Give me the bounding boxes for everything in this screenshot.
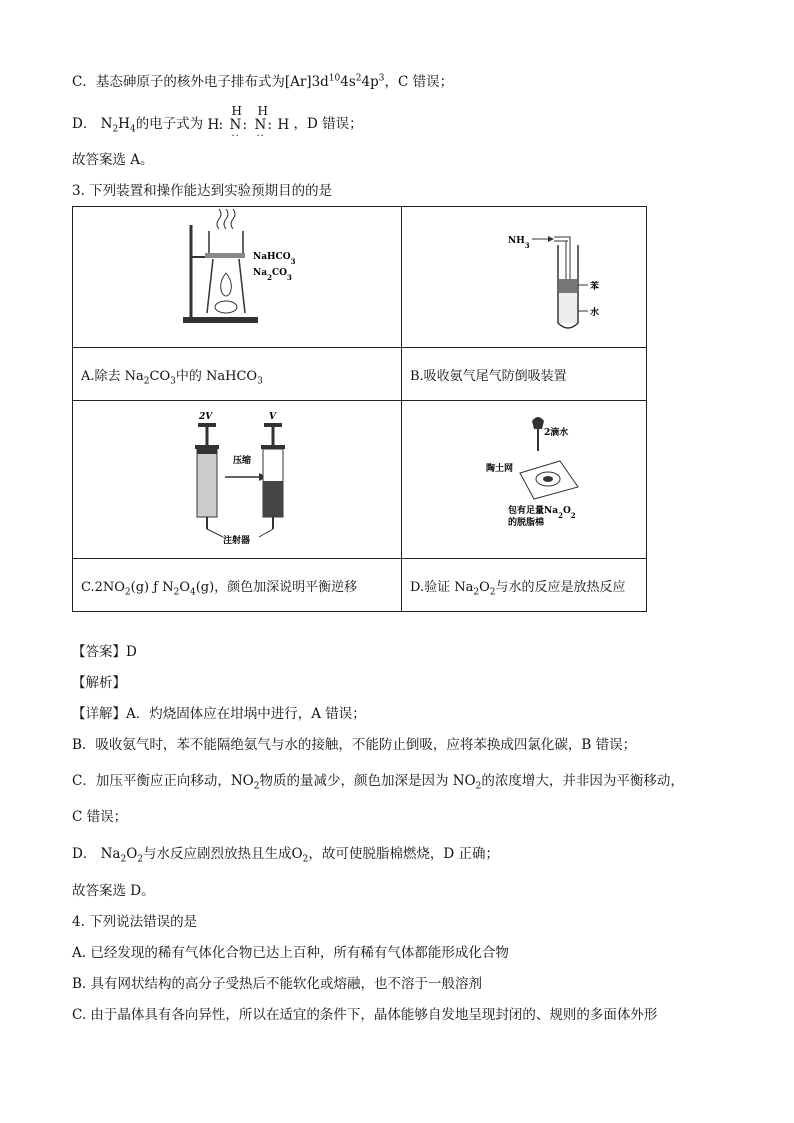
sodium-peroxide-figure (402, 401, 646, 554)
electron-dots: : (242, 116, 248, 133)
electron-formula-h-top: H (231, 103, 242, 118)
option-c-text: C．基态砷原子的核外电子排布式为[Ar]3d (72, 74, 329, 90)
electron-formula-n: N (254, 116, 267, 133)
superscript: 10 (328, 73, 341, 84)
detail-d-text: ，故可使脱脂棉燃烧，D 正确； (308, 846, 499, 862)
detail-c-text: C．加压平衡应正向移动，NO (72, 773, 254, 789)
stand-base (183, 317, 258, 323)
caption-c (73, 559, 402, 612)
experiment-table (72, 206, 647, 612)
subscript: 2 (473, 587, 480, 598)
plunger-handle (198, 423, 216, 427)
subscript: 3 (257, 376, 263, 387)
figure-b-cell (402, 207, 647, 348)
subscript: 2 (489, 587, 496, 598)
caption-a-text: A.除去 Na (81, 368, 144, 384)
subscript: 3 (170, 376, 176, 387)
electron-formula-h-top: H (257, 103, 268, 118)
caption-a-text: 中的 NaHCO (175, 368, 258, 384)
steam-line (231, 209, 235, 229)
syringe-piston (197, 449, 217, 454)
syringe-barrel-left (197, 449, 217, 517)
detail-a: 【详解】A．灼烧固体应在坩埚中进行，A 错误； (72, 706, 366, 722)
orbital-text: 4p (361, 74, 379, 90)
caption-d-text: O (479, 579, 490, 595)
subscript: 2 (143, 376, 150, 387)
caption-c-text: (g)，颜色加深说明平衡逆移 (195, 579, 358, 595)
subscript: 4 (129, 124, 136, 135)
option-d-suffix: ，D 错误； (293, 116, 363, 132)
detail-d (72, 844, 499, 864)
label-drops: 2滴水 (544, 428, 569, 438)
question-3-stem: 3. 下列装置和操作能达到实验预期目的的是 (72, 183, 333, 199)
label-cotton-2: 的脱脂棉 (508, 518, 545, 528)
caption-c-text: C.2NO (81, 579, 125, 595)
caption-c-text: (g) ƒ N (130, 579, 174, 595)
figure-d-cell (402, 401, 647, 559)
label-v: V (269, 412, 276, 422)
subscript: 4 (189, 587, 196, 598)
syringe-flange (261, 445, 285, 449)
label-cotton: 包有足量$Na_2O_2$ (508, 506, 576, 520)
label-nh3: $NH_3$ (508, 236, 530, 250)
arrow-head (548, 236, 554, 242)
ammonia-absorption-figure (402, 207, 646, 343)
compressed-gas (263, 481, 283, 517)
answer-line (72, 642, 137, 662)
option-d-line (72, 103, 363, 142)
electron-dots: ·· (231, 130, 240, 142)
question-4-stem: 4. 下列说法错误的是 (72, 914, 198, 930)
caption-b: B.吸收氨气尾气防倒吸装置 (402, 348, 647, 401)
pointer-line (259, 529, 273, 537)
option-d-middle: 的电子式为 (135, 116, 204, 132)
label-syringe: 注射器 (223, 536, 251, 546)
figure-a-cell (73, 207, 402, 348)
caption-c-text: O (179, 579, 190, 595)
caption-d-text: D.验证 Na (410, 579, 474, 595)
alcohol-lamp (215, 301, 237, 313)
question-4-option-b: B. 具有网状结构的高分子受热后不能软化或熔融，也不溶于一般溶剂 (72, 976, 483, 992)
benzene-layer (559, 279, 577, 293)
question-4-option-c: C. 由于晶体具有各向异性，所以在适宜的条件下，晶体能够自发地呈现封闭的、规则的多面体外形 (72, 1007, 658, 1023)
label-compress: 压缩 (233, 456, 252, 466)
tripod-leg (207, 259, 213, 313)
subscript: 2 (302, 854, 309, 865)
answer-value: D (126, 644, 137, 660)
answer-label: 【答案】 (72, 644, 126, 660)
detail-d-text: D． Na (72, 846, 121, 862)
option-c-suffix: ，C 错误； (384, 74, 454, 90)
detail-c-line2: C 错误； (72, 809, 128, 825)
inlet-tube (554, 237, 570, 241)
heating-apparatus-figure (73, 207, 401, 343)
water-layer (559, 293, 577, 323)
subscript: 2 (112, 124, 119, 135)
dropper-bulb (532, 417, 544, 429)
detail-c-line1 (72, 771, 684, 791)
orbital-text: 4s (340, 74, 356, 90)
detail-d-text: O (126, 846, 138, 862)
subscript: 2 (120, 854, 127, 865)
analysis-label: 【解析】 (72, 675, 126, 691)
electron-formula (207, 103, 293, 142)
plunger-handle (264, 423, 282, 427)
tripod-leg (239, 259, 245, 313)
formula-h: H (118, 116, 130, 132)
option-d-prefix: D． (72, 116, 97, 132)
conclusion-1: 故答案选 A。 (72, 152, 154, 168)
option-c-line (72, 72, 453, 92)
pointer-line (207, 529, 223, 537)
subscript: 2 (253, 781, 260, 792)
label-nahco3: NaHCO$_3$ (253, 252, 296, 266)
syringe-figure (73, 401, 401, 554)
steam-line (224, 209, 228, 229)
conclusion-2: 故答案选 D。 (72, 883, 155, 899)
detail-c-text: 的浓度增大，并非因为平衡移动， (481, 773, 684, 789)
caption-a (73, 348, 402, 401)
superscript: 2 (355, 73, 362, 84)
electron-formula-h: H (207, 116, 220, 133)
beaker (209, 231, 243, 255)
detail-c-text: 物质的量减少，颜色加深是因为 NO (259, 773, 476, 789)
electron-dots: : (267, 116, 273, 133)
label-mesh: 陶土网 (486, 464, 514, 474)
figure-c-cell (73, 401, 402, 559)
label-benzene: 苯 (590, 282, 600, 292)
cotton-center (543, 476, 553, 482)
subscript: 2 (137, 854, 144, 865)
label-2v: 2V (199, 412, 213, 422)
detail-b: B．吸收氨气时，苯不能隔绝氨气与水的接触，不能防止倒吸，应将苯换成四氯化碳，B 错误； (72, 737, 637, 753)
caption-a-text: CO (149, 368, 171, 384)
flame (221, 273, 232, 296)
electron-formula-h: H (277, 116, 290, 133)
subscript: 2 (124, 587, 131, 598)
syringe-flange (195, 445, 219, 449)
formula-n: N (100, 116, 113, 132)
electron-dots: : (218, 116, 224, 133)
superscript: 3 (378, 73, 385, 84)
steam-line (217, 209, 221, 229)
gauze (205, 253, 245, 258)
subscript: 2 (475, 781, 482, 792)
electron-dots: ·· (256, 130, 265, 142)
caption-d (402, 559, 647, 612)
question-4-option-a: A. 已经发现的稀有气体化合物已达上百种，所有稀有气体都能形成化合物 (72, 945, 509, 961)
label-na2co3: $Na_2CO_3$ (253, 268, 292, 282)
label-water: 水 (590, 308, 600, 318)
subscript: 2 (173, 587, 180, 598)
caption-d-text: 与水的反应是放热反应 (495, 579, 626, 595)
electron-formula-n: N (229, 116, 242, 133)
detail-d-text: 与水反应剧烈放热且生成O (143, 846, 303, 862)
